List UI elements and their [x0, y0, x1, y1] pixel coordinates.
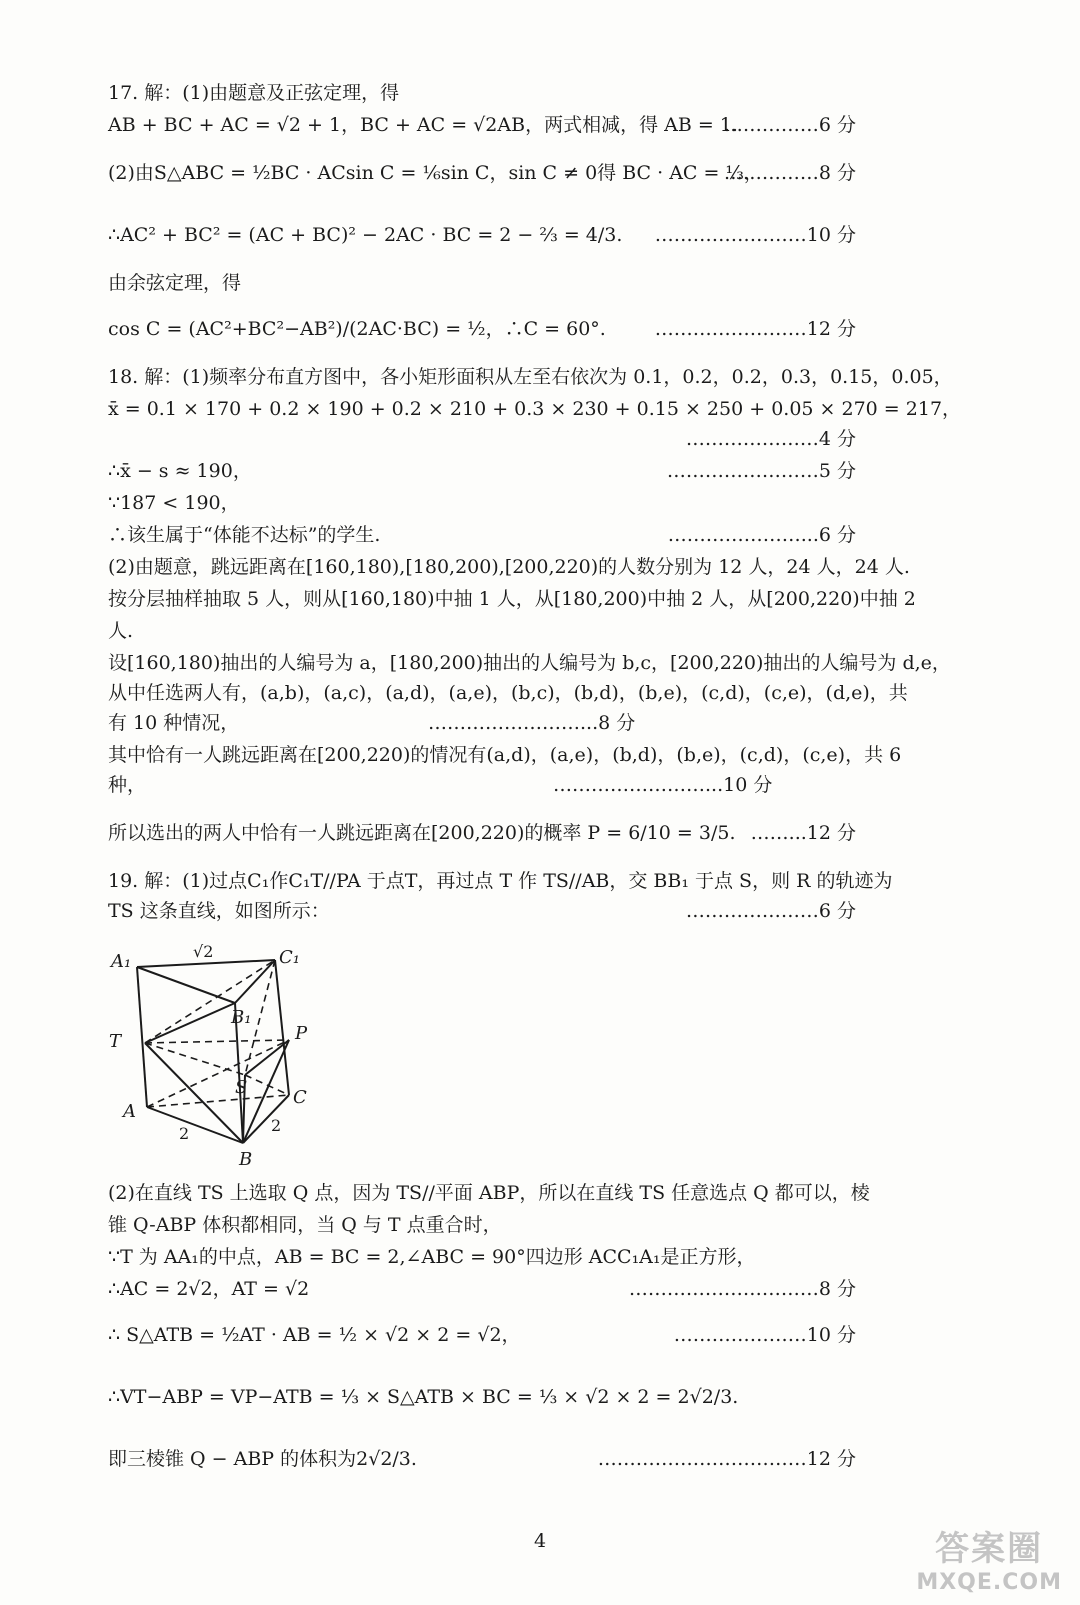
- solution-line-text: ∴x̄ − s ≈ 190，: [108, 460, 252, 482]
- solution-line-text: (2)由题意，跳远距离在[160,180),[180,200),[200,220)的人数分别为 12 人，24 人，24 人.: [108, 556, 910, 578]
- solution-line: [108, 710, 968, 736]
- solution-line-text: 即三棱锥 Q − ABP 的体积为2√2/3.: [108, 1448, 417, 1470]
- label-a: A: [123, 1101, 136, 1122]
- solution-line-text: 其中恰有一人跳远距离在[200,220)的情况有(a,d)，(a,e)，(b,d)，(b,e)，(c,d)，(c,e)，共 6: [108, 744, 902, 766]
- solution-line: [108, 1384, 968, 1410]
- solution-line: [108, 618, 968, 644]
- score-marker: ……………………10 分: [654, 224, 856, 246]
- solution-line: [108, 1180, 968, 1206]
- solution-line: [108, 742, 968, 768]
- label-s: S: [235, 1077, 248, 1098]
- solution-line-text: 19. 解：(1)过点C₁作C₁T//PA 于点T，再过点 T 作 TS//AB，交 BB₁ 于点 S，则 R 的轨迹为: [108, 870, 893, 892]
- label-p: P: [295, 1023, 308, 1044]
- solution-line: [108, 1212, 968, 1238]
- solution-line: [108, 316, 968, 342]
- edge-label-bc: 2: [271, 1116, 282, 1135]
- solution-line: [108, 222, 968, 248]
- solution-line: [108, 112, 968, 138]
- edge-label-top: √2: [193, 942, 214, 961]
- solution-line-text: TS 这条直线，如图所示：: [108, 900, 330, 922]
- solution-line: [108, 160, 968, 186]
- solution-line-text: ∴ S△ATB = ½AT · AB = ½ × √2 × 2 = √2，: [108, 1324, 521, 1346]
- score-marker: …………………4 分: [685, 428, 856, 450]
- score-marker: ……………………...10 分: [553, 774, 773, 796]
- solution-line: [108, 426, 968, 452]
- solution-line: [108, 898, 968, 924]
- watermark: [916, 1521, 1062, 1595]
- score-marker: ……………………...8 分: [428, 712, 636, 734]
- solution-line: [108, 1322, 968, 1348]
- solution-line: [108, 1244, 968, 1270]
- score-marker: …………………...6 分: [667, 524, 856, 546]
- solution-line-text: 从中任选两人有，(a,b)，(a,c)，(a,d)，(a,e)，(b,c)，(b,d)，(b,e)，(c,d)，(c,e)，(d,e)，共: [108, 682, 908, 704]
- solution-line: [108, 1446, 968, 1472]
- solution-line-text: 有 10 种情况，: [108, 712, 240, 734]
- solution-line: [108, 868, 968, 894]
- solution-line-text: 设[160,180)抽出的人编号为 a，[180,200)抽出的人编号为 b,c，[200,220)抽出的人编号为 d,e，: [108, 652, 951, 674]
- solution-line-text: ∴AC² + BC² = (AC + BC)² − 2AC · BC = 2 − ⅔ = 4/3.: [108, 224, 623, 246]
- score-marker: ……………………………12 分: [597, 1448, 856, 1470]
- watermark-brand: 答案圈: [935, 1529, 1044, 1569]
- solution-line: [108, 490, 968, 516]
- solution-line-text: 种，: [108, 774, 147, 796]
- solution-line: [108, 270, 968, 296]
- solution-line-text: (2)由S△ABC = ½BC · ACsin C = ⅙sin C，sin C ≠ 0得 BC · AC = ⅓，: [108, 162, 763, 184]
- score-marker: ……………………5 分: [666, 460, 856, 482]
- solution-line-text: 按分层抽样抽取 5 人，则从[160,180)中抽 1 人，从[180,200)中抽 2 人，从[200,220)中抽 2: [108, 588, 916, 610]
- label-b1: B₁: [231, 1007, 252, 1028]
- prism-figure: [105, 935, 345, 1170]
- label-c: C: [293, 1087, 307, 1108]
- score-marker: ……………………12 分: [654, 318, 856, 340]
- solution-line-text: AB + BC + AC = √2 + 1，BC + AC = √2AB，两式相减，得 AB = 1.: [108, 114, 738, 136]
- watermark-domain: MXQE.COM: [916, 1570, 1062, 1595]
- score-marker: ……………8 分: [723, 162, 856, 184]
- solution-line: [108, 554, 968, 580]
- solution-line-text: ∴AC = 2√2，AT = √2: [108, 1278, 310, 1300]
- solution-line-text: 锥 Q-ABP 体积都相同，当 Q 与 T 点重合时，: [108, 1214, 502, 1236]
- score-marker: …………………10 分: [673, 1324, 856, 1346]
- solution-line: [108, 586, 968, 612]
- score-marker: …………………6 分: [685, 900, 856, 922]
- label-b: B: [239, 1149, 253, 1170]
- solution-line: [108, 772, 968, 798]
- solution-line: [108, 458, 968, 484]
- score-marker: …………………………8 分: [628, 1278, 856, 1300]
- score-marker: ……………6 分: [723, 114, 856, 136]
- edge-label-ab: 2: [179, 1124, 190, 1143]
- solution-line: [108, 680, 968, 706]
- solution-line-text: x̄ = 0.1 × 170 + 0.2 × 190 + 0.2 × 210 + 0.3 × 230 + 0.15 × 250 + 0.05 × 270 = 217，: [108, 398, 962, 420]
- solution-line: [108, 396, 968, 422]
- label-a1: A₁: [111, 951, 132, 972]
- solution-line-text: 18. 解：(1)频率分布直方图中，各小矩形面积从左至右依次为 0.1，0.2，0.2，0.3，0.15，0.05，: [108, 366, 953, 388]
- label-t: T: [109, 1031, 122, 1052]
- solution-line-text: 由余弦定理，得: [108, 272, 242, 294]
- solution-line-text: (2)在直线 TS 上选取 Q 点，因为 TS//平面 ABP，所以在直线 TS 任意选点 Q 都可以，棱: [108, 1182, 870, 1204]
- solution-line: [108, 650, 968, 676]
- solution-line: [108, 364, 968, 390]
- score-marker: ……...12 分: [750, 822, 856, 844]
- solution-line: [108, 820, 968, 846]
- solution-line-text: ∴VT−ABP = VP−ATB = ⅓ × S△ATB × BC = ⅓ × √2 × 2 = 2√2/3.: [108, 1386, 739, 1408]
- solution-line: [108, 80, 968, 106]
- solution-line-text: ∴该生属于“体能不达标”的学生.: [108, 524, 381, 546]
- solution-line-text: 所以选出的两人中恰有一人跳远距离在[200,220)的概率 P = 6/10 = 3/5.: [108, 822, 736, 844]
- label-c1: C₁: [279, 947, 300, 968]
- solution-line-text: ∵T 为 AA₁的中点，AB = BC = 2,∠ABC = 90°四边形 ACC₁A₁是正方形，: [108, 1246, 756, 1268]
- page-number: 4: [533, 1530, 547, 1552]
- solution-line: [108, 522, 968, 548]
- solution-line-text: cos C = (AC²+BC²−AB²)/(2AC·BC) = ½，∴C = 60°.: [108, 318, 606, 340]
- solution-line: [108, 1276, 968, 1302]
- solution-line-text: 17. 解：(1)由题意及正弦定理，得: [108, 82, 400, 104]
- solution-line-text: ∵187 < 190，: [108, 492, 240, 514]
- solution-line-text: 人.: [108, 620, 134, 642]
